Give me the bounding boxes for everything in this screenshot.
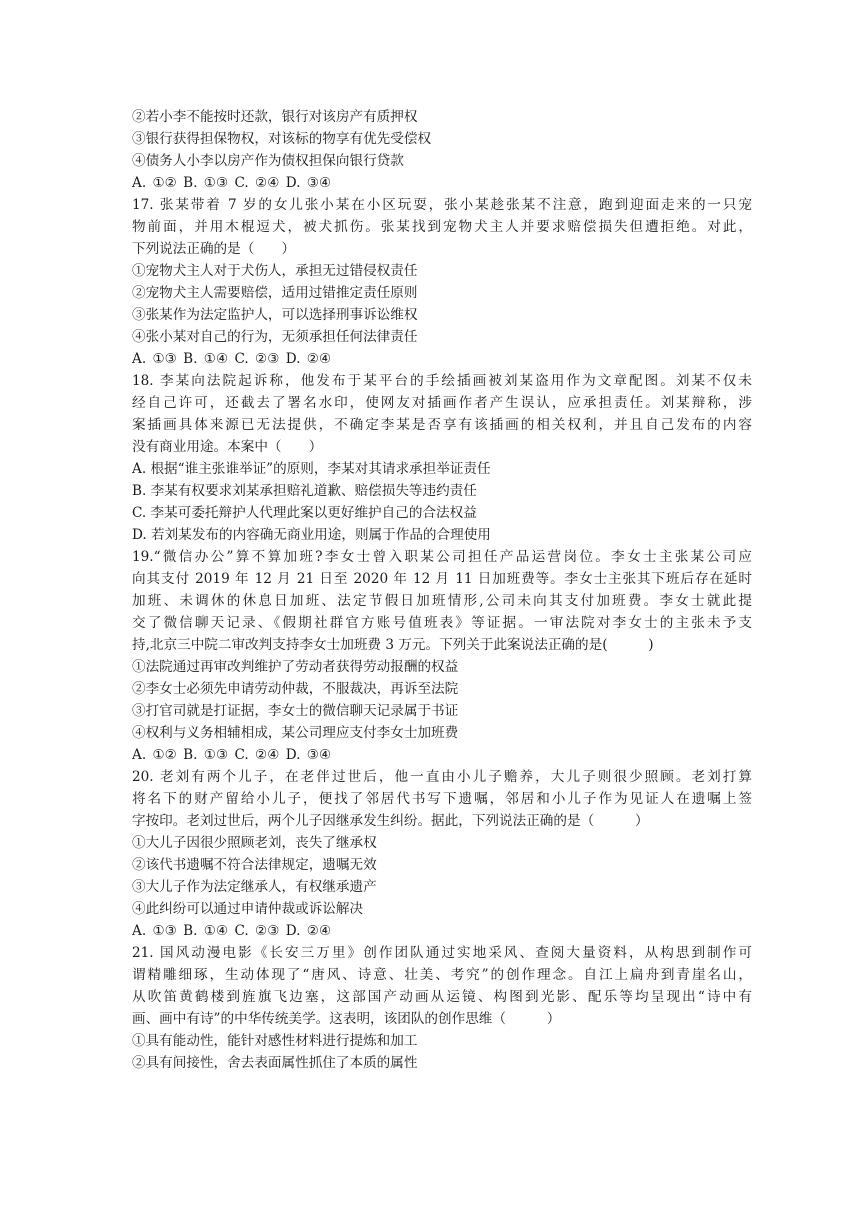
q18-option-d: D. 若刘某发布的内容确无商业用途，则属于作品的合理使用 [132,527,491,543]
q16-answer-choices: A. ①② B. ①③ C. ②④ D. ③④ [132,175,332,191]
q20-option-1: ①大儿子因很少照顾老刘，丧失了继承权 [132,835,377,851]
q18-option-c: C. 李某可委托辩护人代理此案以更好维护自己的合法权益 [132,505,477,521]
q19-stem-line-3: 加班、未调休的休息日加班、法定节假日加班情形,公司未向其支付加班费。李女士就此提 [132,593,752,609]
q19-option-4: ④权利与义务相辅相成，某公司理应支付李女士加班费 [132,725,459,741]
q21-option-1: ①具有能动性，能针对感性材料进行提炼和加工 [132,1033,418,1049]
q17-option-2: ②宠物犬主人需要赔偿，适用过错推定责任原则 [132,285,418,301]
q18-option-a: A. 根据“谁主张谁举证”的原则，李某对其请求承担举证责任 [132,461,491,477]
q20-stem-line-2: 将名下的财产留给小儿子，便找了邻居代书写下遗嘱，邻居和小儿子作为见证人在遗嘱上签 [132,791,752,807]
q19-stem-line-1: 19.“微信办公”算不算加班?李女士曾入职某公司担任产品运营岗位。李女士主张某公司应 [132,549,752,565]
q17-stem-line-1: 17. 张某带着 7 岁的女儿张小某在小区玩耍，张小某趁张某不注意，跑到迎面走来的一只宠 [132,197,752,213]
q19-option-2: ②李女士必须先申请劳动仲裁，不服裁决，再诉至法院 [132,681,459,697]
q17-answer-choices: A. ①③ B. ①④ C. ②③ D. ②④ [132,351,332,367]
q16-option-2: ②若小李不能按时还款，银行对该房产有质押权 [132,109,418,125]
q19-answer-choices: A. ①② B. ①③ C. ②④ D. ③④ [132,747,332,763]
q19-option-1: ①法院通过再审改判维护了劳动者获得劳动报酬的权益 [132,659,459,675]
q19-stem-line-4: 交了微信聊天记录、《假期社群官方账号值班表》等证据。一审法院对李女士的主张未予支 [132,615,752,631]
q20-option-4: ④此纠纷可以通过申请仲裁或诉讼解决 [132,901,364,917]
q21-stem-line-3: 从吹笛黄鹤楼到旌旗飞边塞，这部国产动画从运镜、构图到光影、配乐等均呈现出“诗中有 [132,989,752,1005]
q18-option-b: B. 李某有权要求刘某承担赔礼道歉、赔偿损失等违约责任 [132,483,477,499]
q21-stem-line-2: 谓精雕细琢，生动体现了“唐风、诗意、壮美、考究”的创作理念。自江上扁舟到青崖名山， [132,967,752,983]
q18-stem-line-4: 没有商业用途。本案中（ ） [132,439,323,455]
q21-stem-line-4: 画、画中有诗”的中华传统美学。这表明，该团队的创作思维（ ） [132,1011,561,1027]
q16-option-3: ③银行获得担保物权，对该标的物享有优先受偿权 [132,131,432,147]
q20-answer-choices: A. ①③ B. ①④ C. ②③ D. ②④ [132,923,332,939]
q17-option-3: ③张某作为法定监护人，可以选择刑事诉讼维权 [132,307,418,323]
q20-option-2: ②该代书遗嘱不符合法律规定，遗嘱无效 [132,857,377,873]
q19-stem-line-2: 向其支付 2019 年 12 月 21 日至 2020 年 12 月 11 日加班费等。李女士主张其下班后存在延时 [132,571,752,587]
q21-stem-line-1: 21. 国风动漫电影《长安三万里》创作团队通过实地采风、查阅大量资料，从构思到制作可 [132,945,752,961]
q17-stem-line-3: 下列说法正确的是（ ） [132,241,296,257]
q20-stem-line-3: 字按印。老刘过世后，两个儿子因继承发生纠纷。据此，下列说法正确的是（ ） [132,813,649,829]
q17-option-4: ④张小某对自己的行为，无须承担任何法律责任 [132,329,418,345]
q16-option-4: ④债务人小李以房产作为债权担保向银行贷款 [132,153,404,169]
q19-option-3: ③打官司就是打证据，李女士的微信聊天记录属于书证 [132,703,459,719]
q19-stem-line-5: 持,北京三中院二审改判支持李女士加班费 3 万元。下列关于此案说法正确的是( ) [132,637,654,653]
q18-stem-line-2: 经自己许可，还截去了署名水印，使网友对插画作者产生误认，应承担责任。刘某辩称，涉 [132,395,752,411]
q17-stem-line-2: 物前面，并用木棍逗犬，被犬抓伤。张某找到宠物犬主人并要求赔偿损失但遭拒绝。对此， [132,219,752,235]
q17-option-1: ①宠物犬主人对于犬伤人，承担无过错侵权责任 [132,263,418,279]
q21-option-2: ②具有间接性，舍去表面属性抓住了本质的属性 [132,1055,418,1071]
q18-stem-line-3: 案插画具体来源已无法提供，不确定李某是否享有该插画的相关权利，并且自己发布的内容 [132,417,752,433]
q20-option-3: ③大儿子作为法定继承人，有权继承遗产 [132,879,377,895]
q18-stem-line-1: 18. 李某向法院起诉称，他发布于某平台的手绘插画被刘某盗用作为文章配图。刘某不仅未 [132,373,752,389]
q20-stem-line-1: 20. 老刘有两个儿子，在老伴过世后，他一直由小儿子赡养，大儿子则很少照顾。老刘打算 [132,769,752,785]
